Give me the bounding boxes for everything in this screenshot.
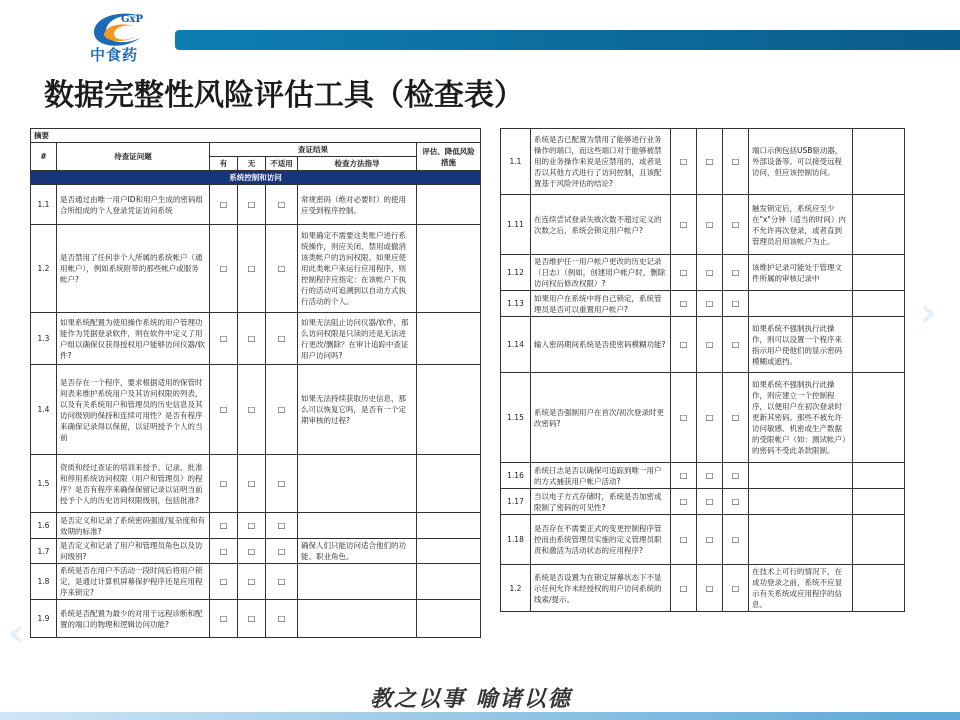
yes-checkbox[interactable]: □ (210, 513, 238, 539)
assessment-cell[interactable] (417, 225, 481, 313)
na-checkbox[interactable]: □ (723, 489, 749, 515)
table-row (501, 317, 905, 373)
na-checkbox[interactable]: □ (723, 291, 749, 317)
yes-checkbox[interactable]: □ (671, 195, 697, 255)
assessment-cell[interactable] (417, 313, 481, 365)
yes-checkbox[interactable]: □ (210, 455, 238, 513)
question-text: 是否定义和记录了系统密码强度/复杂度和有效期的标准? (57, 513, 210, 539)
header-row-1 (31, 143, 481, 157)
table-row (31, 455, 481, 513)
method-guidance: 如果系统不强制执行此操作，则应建立一个控制程序，以便用户在初次登录时更新其密码。那些不被允许访问敏感、机密或生产数据的受限帐户（如：测试帐户）的密码不受此条款限制。 (749, 373, 853, 463)
no-checkbox[interactable]: □ (238, 225, 266, 313)
assessment-cell[interactable] (853, 291, 905, 317)
table-row (31, 365, 481, 455)
method-guidance (749, 291, 853, 317)
question-text: 资质和经过查证的培训来授予、记录、批准和停用系统访问权限（用户和管理员）的程序？是否有程序来确保保留记录以证明当前授予个人的历史访问权限级别，包括批准? (57, 455, 210, 513)
method-guidance: 如果确定不需要这类账户进行系统操作，则应关闭、禁用或撤消该类帐户的访问权限。如果应使用此类帐户来运行应用程序，则控制程序应指定：在该帐户下执行的活动可追溯到以自动方式执行活动的个人。 (298, 225, 417, 313)
method-guidance (298, 564, 417, 600)
row-number: 1.5 (31, 455, 57, 513)
assessment-cell[interactable] (417, 185, 481, 225)
na-checkbox[interactable]: □ (266, 539, 298, 564)
yes-checkbox[interactable]: □ (671, 129, 697, 195)
logo-name: 中食药 (90, 46, 139, 64)
row-number: 1.13 (501, 291, 531, 317)
no-checkbox[interactable]: □ (238, 185, 266, 225)
na-checkbox[interactable]: □ (723, 463, 749, 489)
row-number: 1.11 (501, 195, 531, 255)
assessment-cell[interactable] (417, 600, 481, 638)
method-guidance: 该维护记录可能处于管理文件所属的审核记录中 (749, 255, 853, 291)
assessment-cell[interactable] (853, 129, 905, 195)
col-method-header: 检查方法指导 (298, 157, 417, 171)
method-guidance (298, 455, 417, 513)
logo-gxp-text: GxP (121, 14, 144, 25)
col-num-header: # (31, 143, 57, 171)
method-guidance: 触发锁定后，系统应至少在"x"分钟（适当的时间）内不允许再次登录，或者直到管理员启用该帐户为止。 (749, 195, 853, 255)
col-results-header: 查证结果 (210, 143, 417, 157)
no-checkbox[interactable]: □ (697, 515, 723, 565)
assessment-cell[interactable] (417, 513, 481, 539)
section-title: 系统控制和访问 (31, 171, 481, 185)
row-number: 1.2 (501, 565, 531, 612)
table-row (501, 373, 905, 463)
na-checkbox[interactable]: □ (266, 185, 298, 225)
row-number: 1.15 (501, 373, 531, 463)
no-checkbox[interactable]: □ (697, 195, 723, 255)
na-checkbox[interactable]: □ (723, 373, 749, 463)
na-checkbox[interactable]: □ (723, 515, 749, 565)
section-row (31, 171, 481, 185)
page-title: 数据完整性风险评估工具（检查表） (44, 78, 524, 113)
col-no-header: 无 (238, 157, 266, 171)
no-checkbox[interactable]: □ (238, 365, 266, 455)
left-table-body (31, 185, 481, 638)
footer-bar (0, 712, 960, 720)
assessment-cell[interactable] (853, 373, 905, 463)
row-number: 1.12 (501, 255, 531, 291)
method-guidance (298, 513, 417, 539)
no-checkbox[interactable]: □ (697, 255, 723, 291)
question-text: 系统是否设置为在锁定屏幕状态下不显示任何允许未经授权的用户访问系统的线索/提示。 (531, 565, 671, 612)
no-checkbox[interactable]: □ (238, 539, 266, 564)
left-chevron-icon: ‹ (8, 610, 25, 656)
assessment-cell[interactable] (417, 564, 481, 600)
right-chevron-icon: › (920, 290, 937, 336)
question-text: 是否通过由唯一用户ID和用户生成的密码组合所组成的个人登录凭证访问系统 (57, 185, 210, 225)
method-guidance (298, 600, 417, 638)
row-number: 1.17 (501, 489, 531, 515)
assessment-cell[interactable] (853, 565, 905, 612)
na-checkbox[interactable]: □ (266, 313, 298, 365)
col-na-header: 不适用 (266, 157, 298, 171)
table-row (501, 515, 905, 565)
yes-checkbox[interactable]: □ (671, 515, 697, 565)
question-text: 是否定义和记录了用户和管理员角色以及访问级别? (57, 539, 210, 564)
yes-checkbox[interactable]: □ (671, 255, 697, 291)
yes-checkbox[interactable]: □ (210, 313, 238, 365)
assessment-cell[interactable] (853, 463, 905, 489)
table-row (31, 564, 481, 600)
question-text: 如果用户在系统中将自己锁定，系统管理员是否可以重置用户帐户? (531, 291, 671, 317)
table-row (501, 565, 905, 612)
yes-checkbox[interactable]: □ (671, 565, 697, 612)
question-text: 是否维护任一用户帐户更改的历史记录（日志）（例如，创建用户帐户时，删除访问权后修改权限）? (531, 255, 671, 291)
row-number: 1.16 (501, 463, 531, 489)
table-row (31, 539, 481, 564)
na-checkbox[interactable]: □ (723, 129, 749, 195)
table-row (31, 513, 481, 539)
yes-checkbox[interactable]: □ (210, 225, 238, 313)
row-number: 1.3 (31, 313, 57, 365)
na-checkbox[interactable]: □ (723, 195, 749, 255)
yes-checkbox[interactable]: □ (210, 365, 238, 455)
yes-checkbox[interactable]: □ (671, 291, 697, 317)
method-guidance: 如果无法阻止访问仪器/软件，那么访问权限是只读的还是无法进行更改/删除？在审计追踪中查证用户访问吗? (298, 313, 417, 365)
method-guidance: 如果系统不强制执行此操作，则可以设置一个程序来指示用户使他们的显示密码模糊或遮挡。 (749, 317, 853, 373)
na-checkbox[interactable]: □ (266, 365, 298, 455)
question-text: 系统是否已配置为禁用了能够进行业务操作的端口，而这些端口对于能够被禁用的业务操作来说是应禁用的，或者是否以其他方式进行了访问控制，且该配置基于风险评估的结论? (531, 129, 671, 195)
row-number: 1.1 (31, 185, 57, 225)
na-checkbox[interactable]: □ (266, 564, 298, 600)
question-text: 在连续尝试登录失败次数不超过定义的次数之后，系统会锁定用户帐户? (531, 195, 671, 255)
question-text: 输入密码期间系统是否使密码模糊功能? (531, 317, 671, 373)
method-guidance: 常规密码（绝对必要时）的使用应受到程序控制。 (298, 185, 417, 225)
assessment-cell[interactable] (853, 489, 905, 515)
method-guidance: 如果无法持续获取历史信息，那么可以恢复它吗，是否有一个定期审核的过程? (298, 365, 417, 455)
yes-checkbox[interactable]: □ (210, 600, 238, 638)
no-checkbox[interactable]: □ (238, 600, 266, 638)
assessment-cell[interactable] (853, 195, 905, 255)
yes-checkbox[interactable]: □ (210, 185, 238, 225)
question-text: 是否存在不需要正式的变更控制程序管控而由系统管理员实施的定义管理员职责和激活为活动状态的应用程序? (531, 515, 671, 565)
question-text: 是否禁用了任何非个人所属的系统帐户（通用帐户），例如系统附带的那些帐户或服务帐户? (57, 225, 210, 313)
method-guidance: 在技术上可行的情况下，在成功登录之前，系统不应显示有关系统或应用程序的信息。 (749, 565, 853, 612)
no-checkbox[interactable]: □ (697, 317, 723, 373)
row-number: 1.1 (501, 129, 531, 195)
no-checkbox[interactable]: □ (238, 313, 266, 365)
yes-checkbox[interactable]: □ (671, 317, 697, 373)
table-row (31, 313, 481, 365)
no-checkbox[interactable]: □ (697, 291, 723, 317)
row-number: 1.4 (31, 365, 57, 455)
no-checkbox[interactable]: □ (238, 513, 266, 539)
assessment-cell[interactable] (417, 455, 481, 513)
no-checkbox[interactable]: □ (238, 564, 266, 600)
row-number: 1.18 (501, 515, 531, 565)
question-text: 系统是否配置为最少的对用于远程诊断和配置的端口的物理和逻辑访问功能? (57, 600, 210, 638)
row-number: 1.14 (501, 317, 531, 373)
left-checklist-table (30, 128, 481, 638)
assessment-cell[interactable] (853, 515, 905, 565)
yes-checkbox[interactable]: □ (671, 373, 697, 463)
na-checkbox[interactable]: □ (266, 600, 298, 638)
na-checkbox[interactable]: □ (266, 455, 298, 513)
table-row (501, 195, 905, 255)
method-guidance: 端口示例包括USB驱动器，外部设备等。可以接受远程访问，但应该控制访问。 (749, 129, 853, 195)
question-text: 是否存在一个程序，要求根据适用的保管时间表来维护系统用户及其访问权限的列表，以及有关系统用户和管理员的历史信息及其访问级别的保持和连续可用性？是否有程序来确保记录得以保留，以证明授予个人的当前 (57, 365, 210, 455)
right-table-body (501, 129, 905, 612)
method-guidance: 确保人们只能访问适合他们的功能、职业角色。 (298, 539, 417, 564)
row-number: 1.7 (31, 539, 57, 564)
right-checklist-table (500, 128, 905, 612)
table-row (31, 225, 481, 313)
row-number: 1.2 (31, 225, 57, 313)
table-row (501, 255, 905, 291)
question-text: 如果系统配置为使用操作系统的用户管理功能作为凭据登录软件，则在软件中定义了用户组以确保仅获得授权用户能够访问仪器/软件? (57, 313, 210, 365)
footer-motto: 教之以事 喻诸以德 (370, 686, 572, 712)
question-text: 系统是否强制用户在首次/初次登录时更改密码? (531, 373, 671, 463)
row-number: 1.6 (31, 513, 57, 539)
assessment-cell[interactable] (853, 255, 905, 291)
yes-checkbox[interactable]: □ (671, 489, 697, 515)
table-row (501, 489, 905, 515)
row-number: 1.9 (31, 600, 57, 638)
no-checkbox[interactable]: □ (697, 489, 723, 515)
table-row (501, 129, 905, 195)
no-checkbox[interactable]: □ (697, 129, 723, 195)
question-text: 当以电子方式存储时，系统是否加密或限制了密码的可见性? (531, 489, 671, 515)
table-row (31, 600, 481, 638)
no-checkbox[interactable]: □ (697, 373, 723, 463)
na-checkbox[interactable]: □ (723, 565, 749, 612)
header-bar (175, 30, 960, 50)
row-number: 1.8 (31, 564, 57, 600)
yes-checkbox[interactable]: □ (210, 564, 238, 600)
table-row (501, 463, 905, 489)
col-yes-header: 有 (210, 157, 238, 171)
question-text: 系统日志是否以确保可追踪到唯一用户的方式捕获用户帐户活动? (531, 463, 671, 489)
yes-checkbox[interactable]: □ (671, 463, 697, 489)
summary-label: 摘要 (31, 129, 481, 143)
table-row (501, 291, 905, 317)
col-question-header: 待查证问题 (57, 143, 210, 171)
na-checkbox[interactable]: □ (723, 317, 749, 373)
method-guidance (749, 463, 853, 489)
table-row (31, 185, 481, 225)
summary-row (31, 129, 481, 143)
yes-checkbox[interactable]: □ (210, 539, 238, 564)
assessment-cell[interactable] (417, 539, 481, 564)
no-checkbox[interactable]: □ (238, 455, 266, 513)
no-checkbox[interactable]: □ (697, 463, 723, 489)
assessment-cell[interactable] (417, 365, 481, 455)
method-guidance (749, 515, 853, 565)
col-assess-header: 评估、降低风险措施 (417, 143, 481, 171)
na-checkbox[interactable]: □ (266, 513, 298, 539)
na-checkbox[interactable]: □ (723, 255, 749, 291)
question-text: 系统是否在用户不活动一段时间后将用户锁定，是通过计算机屏幕保护程序还是应用程序来锁定? (57, 564, 210, 600)
no-checkbox[interactable]: □ (697, 565, 723, 612)
method-guidance (749, 489, 853, 515)
na-checkbox[interactable]: □ (266, 225, 298, 313)
assessment-cell[interactable] (853, 317, 905, 373)
